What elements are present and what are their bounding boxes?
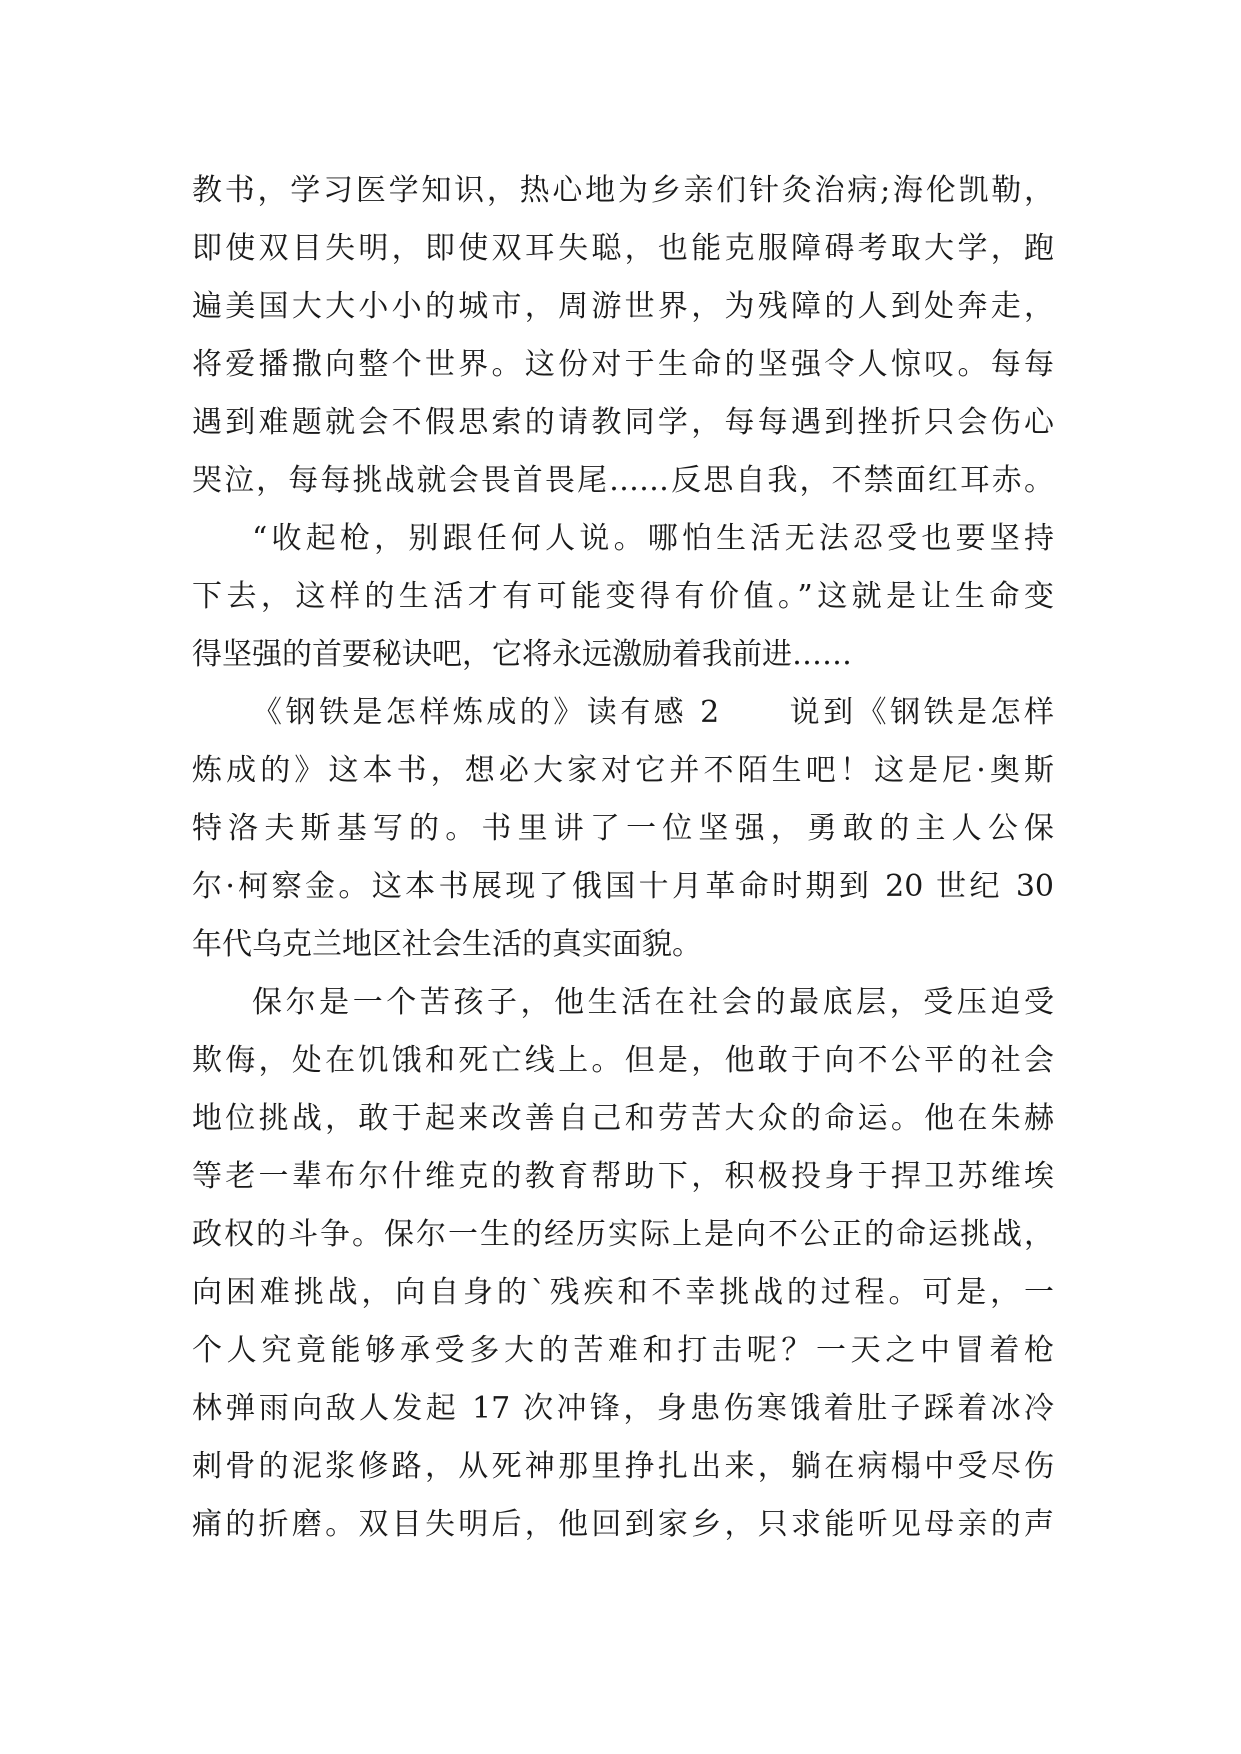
text-line: 向困难挑战，向自身的`残疾和不幸挑战的过程。可是，一 [192, 1275, 1054, 1310]
text-line: 地位挑战，敢于起来改善自己和劳苦大众的命运。他在朱赫 [192, 1101, 1054, 1136]
text-line: 哭泣，每每挑战就会畏首畏尾……反思自我，不禁面红耳赤。 [192, 463, 1054, 498]
text-line: 得坚强的首要秘诀吧，它将永远激励着我前进…… [192, 637, 852, 672]
text-line: 尔·柯察金。这本书展现了俄国十月革命时期到 20 世纪 30 [192, 869, 1054, 904]
text-line: 遍美国大大小小的城市，周游世界，为残障的人到处奔走， [192, 289, 1054, 324]
text-line: 将爱播撒向整个世界。这份对于生命的坚强令人惊叹。每每 [192, 347, 1054, 382]
text-line: 《钢铁是怎样炼成的》读有感 2 说到《钢铁是怎样 [252, 695, 1054, 730]
text-line: 年代乌克兰地区社会生活的真实面貌。 [192, 927, 702, 962]
text-line: 政权的斗争。保尔一生的经历实际上是向不公正的命运挑战， [192, 1217, 1054, 1252]
text-line: 等老一辈布尔什维克的教育帮助下，积极投身于捍卫苏维埃 [192, 1159, 1054, 1194]
text-line: 特洛夫斯基写的。书里讲了一位坚强，勇敢的主人公保 [192, 811, 1054, 846]
text-line: 遇到难题就会不假思索的请教同学，每每遇到挫折只会伤心 [192, 405, 1054, 440]
text-line: 个人究竟能够承受多大的苦难和打击呢？一天之中冒着枪 [192, 1333, 1054, 1368]
body-text [192, 162, 1054, 1554]
text-line: 痛的折磨。双目失明后，他回到家乡，只求能听见母亲的声 [192, 1507, 1054, 1542]
text-line: 欺侮，处在饥饿和死亡线上。但是，他敢于向不公平的社会 [192, 1043, 1054, 1078]
text-line: 下去，这样的生活才有可能变得有价值。”这就是让生命变 [192, 579, 1054, 614]
text-line: 即使双目失明，即使双耳失聪，也能克服障碍考取大学，跑 [192, 231, 1054, 266]
text-line: 林弹雨向敌人发起 17 次冲锋，身患伤寒饿着肚子踩着冰冷 [192, 1391, 1054, 1426]
text-line: “收起枪，别跟任何人说。哪怕生活无法忍受也要坚持 [252, 521, 1054, 556]
text-line: 保尔是一个苦孩子，他生活在社会的最底层，受压迫受 [252, 985, 1054, 1020]
text-line: 炼成的》这本书，想必大家对它并不陌生吧！这是尼·奥斯 [192, 753, 1054, 788]
text-line: 刺骨的泥浆修路，从死神那里挣扎出来，躺在病榻中受尽伤 [192, 1449, 1054, 1484]
text-line: 教书，学习医学知识，热心地为乡亲们针灸治病;海伦凯勒， [192, 173, 1054, 208]
